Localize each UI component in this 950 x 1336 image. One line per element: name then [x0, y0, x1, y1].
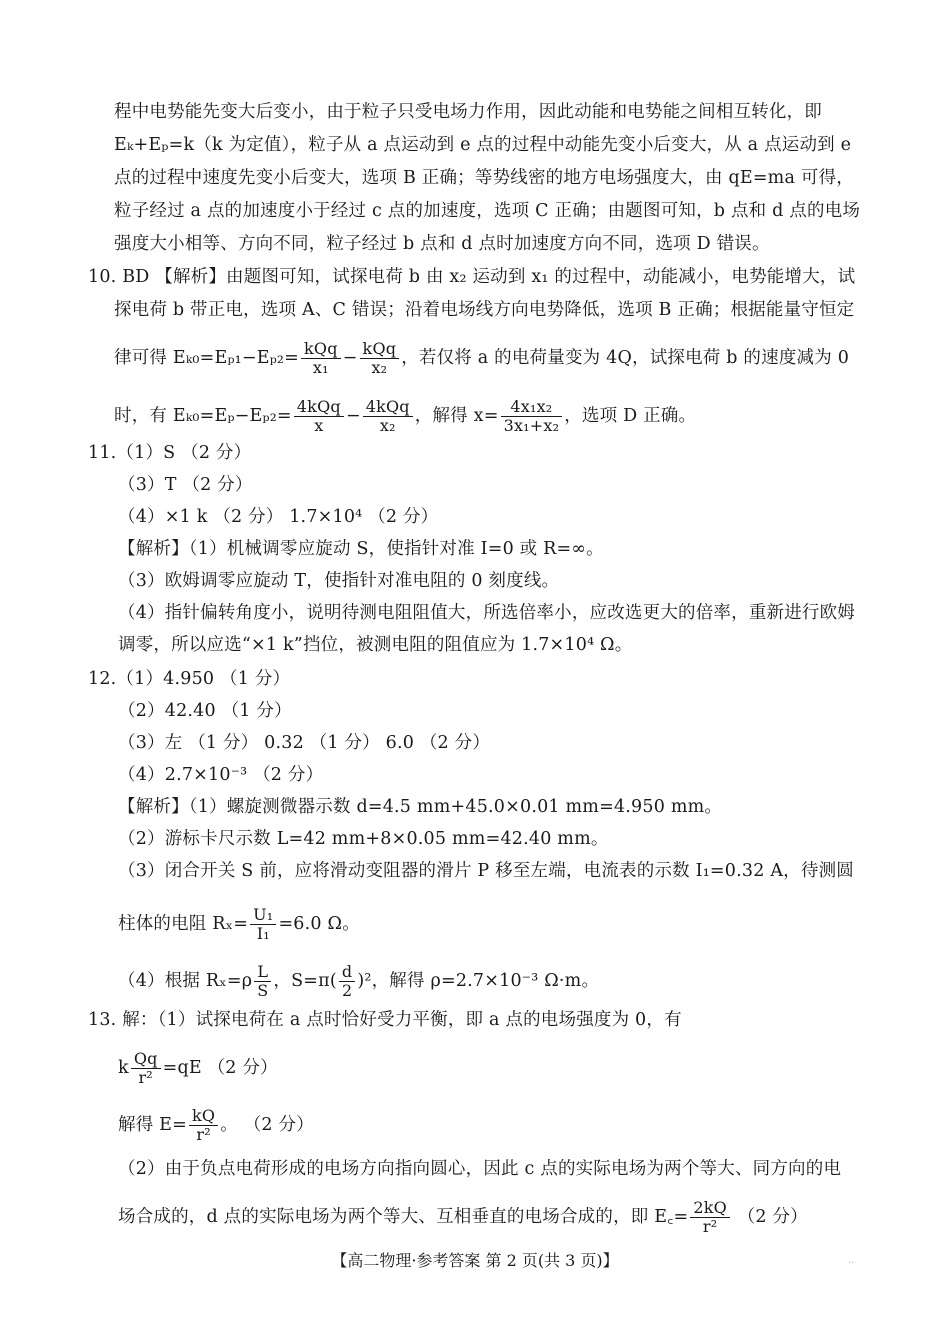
- text-line: （3）T （2 分）: [118, 475, 253, 495]
- numerator: 2kQ: [690, 1199, 730, 1218]
- text-segment: （2 分）: [731, 1207, 808, 1227]
- fraction: [131, 1050, 161, 1087]
- text-segment: k: [118, 1058, 129, 1078]
- text-line: （2）游标卡尺示数 L=42 mm+8×0.05 mm=42.40 mm。: [118, 829, 609, 849]
- text-line: （4）×1 k （2 分） 1.7×10⁴ （2 分）: [118, 507, 439, 527]
- minus-sign: −: [345, 406, 361, 426]
- fraction: [501, 398, 563, 435]
- denominator: x: [314, 416, 324, 435]
- numerator: 4kQq: [363, 398, 413, 417]
- text-segment: 柱体的电阻 Rₓ=: [118, 914, 249, 934]
- text-segment: =qE （2 分）: [162, 1058, 278, 1078]
- text-line: 12.（1）4.950 （1 分）: [88, 669, 291, 689]
- formula-line: [118, 1199, 808, 1236]
- numerator: d: [339, 963, 355, 982]
- text-line: 强度大小相等、方向不同，粒子经过 b 点和 d 点时加速度方向不同，选项 D 错误。: [114, 234, 770, 254]
- text-line: 10. BD 【解析】由题图可知，试探电荷 b 由 x₂ 运动到 x₁ 的过程中，动能减小，电势能增大，试: [88, 267, 856, 287]
- text-segment: ，S=π(: [273, 971, 337, 991]
- numerator: kQq: [301, 340, 341, 359]
- text-line: 程中电势能先变大后变小，由于粒子只受电场力作用，因此动能和电势能之间相互转化，即: [114, 102, 822, 122]
- numerator: kQq: [360, 340, 400, 359]
- denominator: r²: [196, 1125, 211, 1144]
- text-line: Eₖ+Eₚ=k（k 为定值），粒子从 a 点运动到 e 点的过程中动能先变小后变大，从 a 点运动到 e: [114, 135, 852, 155]
- text-segment: =6.0 Ω。: [278, 914, 360, 934]
- denominator: I₁: [256, 924, 270, 943]
- denominator: x₁: [312, 358, 329, 377]
- fraction: [189, 1107, 218, 1144]
- text-line: 11.（1）S （2 分）: [88, 443, 252, 463]
- text-segment: ，解得 x=: [414, 406, 499, 426]
- text-segment: 解得 E=: [118, 1115, 188, 1135]
- formula-line: [114, 340, 849, 377]
- formula-line: [114, 398, 696, 435]
- text-line: 调零，所以应选“×1 k”挡位，被测电阻的阻值应为 1.7×10⁴ Ω。: [118, 635, 633, 655]
- text-segment: （4）根据 Rₓ=ρ: [118, 971, 253, 991]
- text-segment: 时，有 Eₖ₀=Eₚ−Eₚ₂=: [114, 406, 292, 426]
- formula-line: [118, 1050, 278, 1087]
- corner-mark: ··: [848, 1258, 855, 1269]
- text-line: （3）闭合开关 S 前，应将滑动变阻器的滑片 P 移至左端，电流表的示数 I₁=0.32 A，待测圆: [118, 861, 854, 881]
- denominator: r²: [702, 1217, 718, 1236]
- formula-line: [118, 963, 599, 1000]
- text-line: （4）指针偏转角度小，说明待测电阻阻值大，所选倍率小，应改选更大的倍率，重新进行欧姆: [118, 603, 856, 623]
- text-segment: ，若仅将 a 的电荷量变为 4Q，试探电荷 b 的速度减为 0: [401, 348, 850, 368]
- fraction: [254, 963, 271, 1000]
- numerator: U₁: [250, 906, 276, 925]
- numerator: Qq: [131, 1050, 161, 1069]
- fraction: [339, 963, 355, 1000]
- formula-line: [118, 1107, 314, 1144]
- denominator: S: [257, 981, 269, 1000]
- text-line: 13. 解：（1）试探电荷在 a 点时恰好受力平衡，即 a 点的电场强度为 0，有: [88, 1010, 682, 1030]
- denominator: r²: [138, 1068, 153, 1087]
- fraction: [360, 340, 400, 377]
- text-segment: )²，解得 ρ=2.7×10⁻³ Ω·m。: [357, 971, 600, 991]
- fraction: [250, 906, 276, 943]
- numerator: 4x₁x₂: [501, 398, 563, 417]
- numerator: kQ: [189, 1107, 218, 1126]
- text-segment: ，选项 D 正确。: [564, 406, 697, 426]
- text-line: 点的过程中速度先变小后变大，选项 B 正确；等势线密的地方电场强度大，由 qE=ma 可得，: [114, 168, 854, 188]
- numerator: 4kQq: [294, 398, 344, 417]
- denominator: 3x₁+x₂: [503, 416, 560, 435]
- text-segment: 律可得 Eₖ₀=Eₚ₁−Eₚ₂=: [114, 348, 300, 368]
- text-line: （3）左 （1 分） 0.32 （1 分） 6.0 （2 分）: [118, 733, 491, 753]
- text-line: （2）由于负点电荷形成的电场方向指向圆心，因此 c 点的实际电场为两个等大、同方向的电: [118, 1159, 842, 1179]
- text-segment: 。 （2 分）: [220, 1115, 314, 1135]
- fraction: [690, 1199, 730, 1236]
- text-line: 【解析】（1）螺旋测微器示数 d=4.5 mm+45.0×0.01 mm=4.950 mm。: [118, 797, 723, 817]
- text-line: 探电荷 b 带正电，选项 A、C 错误；沿着电场线方向电势降低，选项 B 正确；根据能量守恒定: [114, 300, 855, 320]
- text-line: 粒子经过 a 点的加速度小于经过 c 点的加速度，选项 C 正确；由题图可知，b 点和 d 点的电场: [114, 201, 861, 221]
- numerator: L: [254, 963, 271, 982]
- minus-sign: −: [342, 348, 358, 368]
- denominator: x₂: [379, 416, 396, 435]
- denominator: x₂: [371, 358, 388, 377]
- fraction: [294, 398, 344, 435]
- text-line: （2）42.40 （1 分）: [118, 701, 292, 721]
- text-line: （4）2.7×10⁻³ （2 分）: [118, 765, 324, 785]
- text-segment: 场合成的，d 点的实际电场为两个等大、互相垂直的电场合成的，即 E꜀=: [118, 1207, 689, 1227]
- fraction: [363, 398, 413, 435]
- page-footer: 【高二物理·参考答案 第 2 页(共 3 页)】: [331, 1251, 619, 1270]
- text-line: （3）欧姆调零应旋动 T，使指针对准电阻的 0 刻度线。: [118, 571, 560, 591]
- text-line: 【解析】（1）机械调零应旋动 S，使指针对准 I=0 或 R=∞。: [118, 539, 604, 559]
- formula-line: [118, 906, 360, 943]
- denominator: 2: [341, 981, 353, 1000]
- fraction: [301, 340, 341, 377]
